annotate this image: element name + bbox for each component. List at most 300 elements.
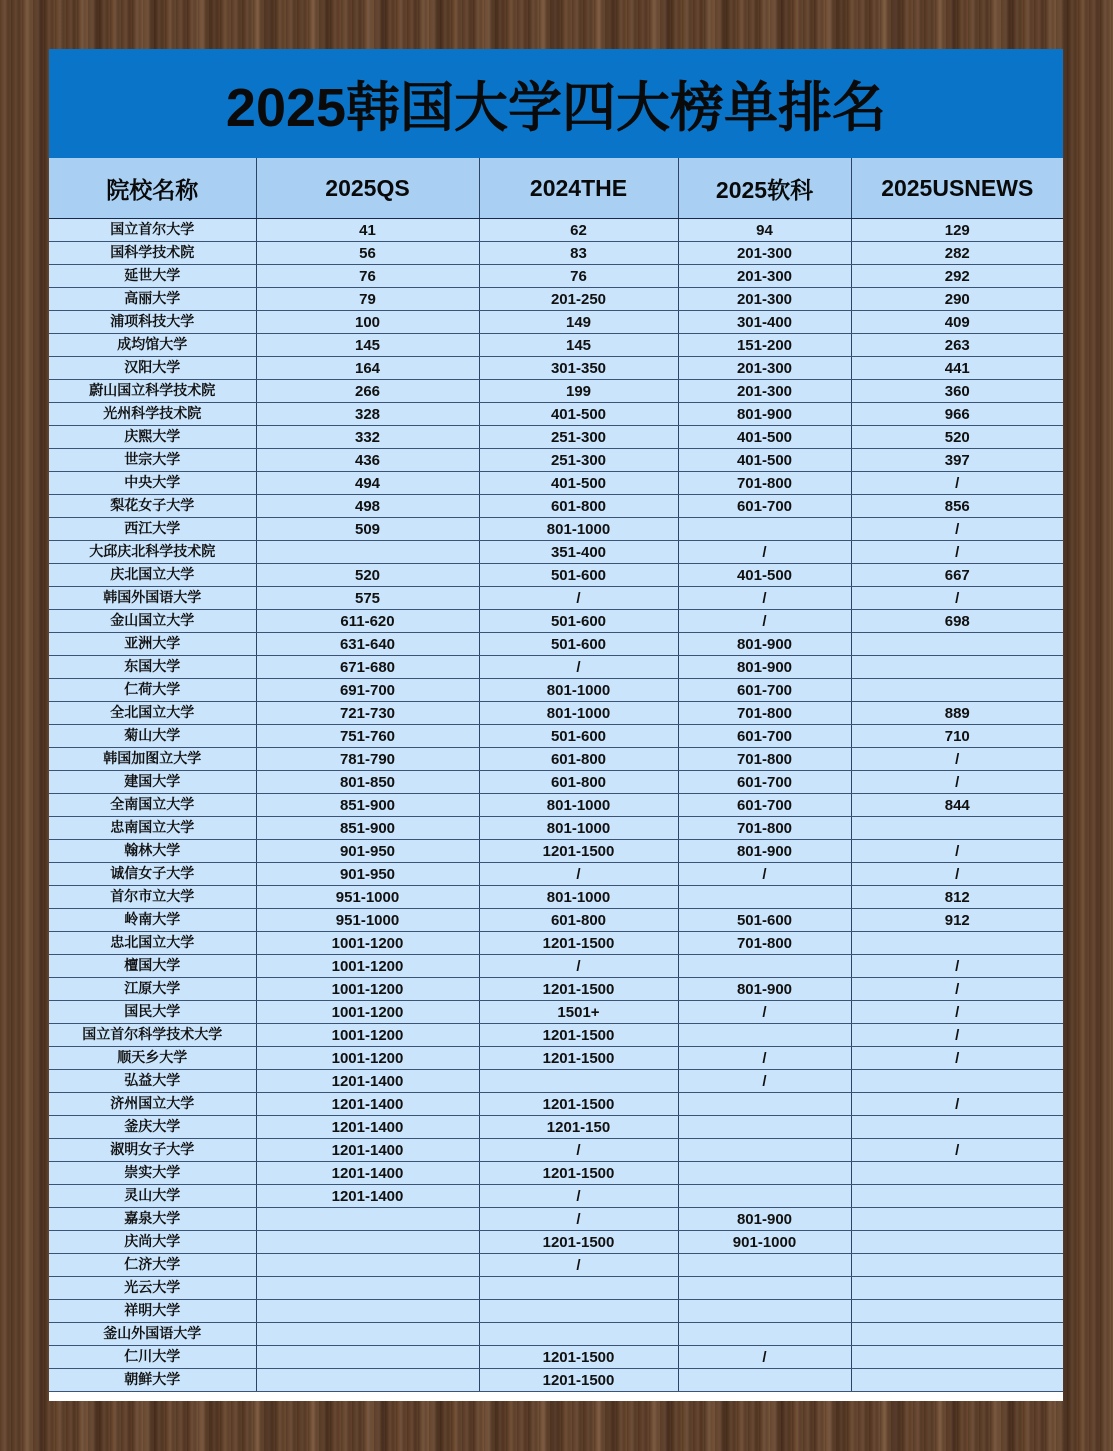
table-row (49, 1254, 1063, 1277)
table-row (49, 1116, 1063, 1139)
cell-the: 1201-1500 (479, 932, 678, 955)
cell-school-name: 忠南国立大学 (49, 817, 256, 840)
cell-the: 1201-1500 (479, 1024, 678, 1047)
cell-usnews (851, 633, 1063, 656)
table-row (49, 1093, 1063, 1116)
cell-qs: 41 (256, 219, 479, 242)
table-row (49, 564, 1063, 587)
cell-usnews (851, 932, 1063, 955)
cell-arwu (678, 1300, 851, 1323)
table-row (49, 840, 1063, 863)
cell-usnews: 912 (851, 909, 1063, 932)
cell-the: 801-1000 (479, 518, 678, 541)
cell-arwu: 201-300 (678, 357, 851, 380)
cell-arwu: / (678, 1346, 851, 1369)
cell-arwu: / (678, 863, 851, 886)
cell-usnews: / (851, 1001, 1063, 1024)
cell-qs: 76 (256, 265, 479, 288)
cell-qs (256, 1300, 479, 1323)
cell-the: 149 (479, 311, 678, 334)
cell-usnews (851, 1116, 1063, 1139)
table-row (49, 449, 1063, 472)
cell-school-name: 国立首尔科学技术大学 (49, 1024, 256, 1047)
cell-school-name: 国科学技术院 (49, 242, 256, 265)
cell-school-name: 釜庆大学 (49, 1116, 256, 1139)
cell-qs (256, 541, 479, 564)
cell-usnews: / (851, 1047, 1063, 1070)
cell-school-name: 高丽大学 (49, 288, 256, 311)
cell-usnews (851, 1300, 1063, 1323)
table-row (49, 495, 1063, 518)
cell-qs: 1201-1400 (256, 1070, 479, 1093)
cell-school-name: 亚洲大学 (49, 633, 256, 656)
cell-school-name: 庆熙大学 (49, 426, 256, 449)
cell-the: / (479, 863, 678, 886)
cell-school-name: 嘉泉大学 (49, 1208, 256, 1231)
table-row (49, 610, 1063, 633)
cell-school-name: 庆北国立大学 (49, 564, 256, 587)
header-school-name: 院校名称 (49, 158, 256, 219)
cell-school-name: 济州国立大学 (49, 1093, 256, 1116)
cell-the: 501-600 (479, 610, 678, 633)
cell-qs: 1001-1200 (256, 978, 479, 1001)
cell-the: 601-800 (479, 771, 678, 794)
cell-arwu: 601-700 (678, 771, 851, 794)
cell-the: 801-1000 (479, 886, 678, 909)
table-row (49, 541, 1063, 564)
table-row (49, 472, 1063, 495)
cell-school-name: 世宗大学 (49, 449, 256, 472)
table-row (49, 288, 1063, 311)
cell-qs: 332 (256, 426, 479, 449)
cell-usnews: 360 (851, 380, 1063, 403)
cell-usnews: / (851, 748, 1063, 771)
cell-school-name: 光州科学技术院 (49, 403, 256, 426)
cell-the (479, 1070, 678, 1093)
cell-usnews: / (851, 955, 1063, 978)
cell-usnews (851, 1369, 1063, 1392)
cell-arwu: / (678, 587, 851, 610)
cell-usnews (851, 1277, 1063, 1300)
cell-school-name: 国民大学 (49, 1001, 256, 1024)
table-row (49, 219, 1063, 242)
cell-usnews: 397 (851, 449, 1063, 472)
cell-usnews: / (851, 1139, 1063, 1162)
cell-qs: 951-1000 (256, 886, 479, 909)
cell-arwu: 401-500 (678, 426, 851, 449)
cell-school-name: 庆尚大学 (49, 1231, 256, 1254)
cell-school-name: 顺天乡大学 (49, 1047, 256, 1070)
cell-the: / (479, 1139, 678, 1162)
cell-the: 501-600 (479, 633, 678, 656)
cell-the: 801-1000 (479, 794, 678, 817)
cell-school-name: 祥明大学 (49, 1300, 256, 1323)
cell-school-name: 韩国加图立大学 (49, 748, 256, 771)
cell-qs: 328 (256, 403, 479, 426)
cell-usnews: 290 (851, 288, 1063, 311)
cell-usnews: / (851, 1024, 1063, 1047)
header-the-2024: 2024THE (479, 158, 678, 219)
cell-arwu: 501-600 (678, 909, 851, 932)
cell-qs (256, 1277, 479, 1300)
cell-usnews (851, 1185, 1063, 1208)
cell-arwu: 94 (678, 219, 851, 242)
cell-the: 199 (479, 380, 678, 403)
cell-school-name: 灵山大学 (49, 1185, 256, 1208)
table-row (49, 932, 1063, 955)
cell-qs: 79 (256, 288, 479, 311)
cell-usnews: 966 (851, 403, 1063, 426)
header-row (49, 158, 1063, 219)
table-row (49, 771, 1063, 794)
table-row (49, 748, 1063, 771)
cell-qs: 1001-1200 (256, 1024, 479, 1047)
cell-qs: 851-900 (256, 817, 479, 840)
ranking-table (49, 158, 1063, 1392)
cell-qs: 145 (256, 334, 479, 357)
cell-usnews (851, 679, 1063, 702)
cell-usnews: / (851, 771, 1063, 794)
cell-school-name: 金山国立大学 (49, 610, 256, 633)
table-row (49, 265, 1063, 288)
table-row (49, 863, 1063, 886)
cell-qs: 436 (256, 449, 479, 472)
cell-usnews: / (851, 1093, 1063, 1116)
cell-qs: 1201-1400 (256, 1093, 479, 1116)
cell-qs: 721-730 (256, 702, 479, 725)
cell-qs: 801-850 (256, 771, 479, 794)
table-row (49, 242, 1063, 265)
cell-the: 351-400 (479, 541, 678, 564)
cell-arwu: 401-500 (678, 564, 851, 587)
cell-usnews: / (851, 863, 1063, 886)
cell-qs (256, 1369, 479, 1392)
table-row (49, 357, 1063, 380)
cell-arwu: 601-700 (678, 725, 851, 748)
cell-school-name: 建国大学 (49, 771, 256, 794)
cell-usnews (851, 817, 1063, 840)
cell-school-name: 江原大学 (49, 978, 256, 1001)
cell-usnews: / (851, 472, 1063, 495)
cell-arwu: 601-700 (678, 794, 851, 817)
cell-qs: 494 (256, 472, 479, 495)
cell-arwu: / (678, 610, 851, 633)
cell-the: 601-800 (479, 748, 678, 771)
table-row (49, 1231, 1063, 1254)
page-title: 2025韩国大学四大榜单排名 (225, 78, 887, 138)
table-row (49, 725, 1063, 748)
table-row (49, 978, 1063, 1001)
cell-the: 501-600 (479, 564, 678, 587)
cell-usnews (851, 1162, 1063, 1185)
cell-school-name: 岭南大学 (49, 909, 256, 932)
cell-qs: 751-760 (256, 725, 479, 748)
cell-school-name: 光云大学 (49, 1277, 256, 1300)
cell-arwu: 801-900 (678, 656, 851, 679)
cell-the (479, 1277, 678, 1300)
cell-the: 76 (479, 265, 678, 288)
table-row (49, 518, 1063, 541)
cell-usnews (851, 1254, 1063, 1277)
cell-usnews (851, 1346, 1063, 1369)
table-row (49, 334, 1063, 357)
cell-the: 501-600 (479, 725, 678, 748)
cell-arwu: 151-200 (678, 334, 851, 357)
cell-the: 601-800 (479, 495, 678, 518)
cell-school-name: 梨花女子大学 (49, 495, 256, 518)
cell-arwu (678, 1162, 851, 1185)
cell-usnews: 889 (851, 702, 1063, 725)
cell-qs: 1001-1200 (256, 932, 479, 955)
table-row (49, 794, 1063, 817)
cell-the: 1201-1500 (479, 978, 678, 1001)
cell-arwu (678, 1139, 851, 1162)
cell-school-name: 东国大学 (49, 656, 256, 679)
table-row (49, 679, 1063, 702)
header-qs-2025: 2025QS (256, 158, 479, 219)
cell-qs: 901-950 (256, 863, 479, 886)
cell-usnews: / (851, 518, 1063, 541)
cell-qs: 1201-1400 (256, 1139, 479, 1162)
table-row (49, 1323, 1063, 1346)
cell-qs: 781-790 (256, 748, 479, 771)
cell-qs: 1001-1200 (256, 1047, 479, 1070)
table-row (49, 1277, 1063, 1300)
cell-usnews: 667 (851, 564, 1063, 587)
cell-arwu: 801-900 (678, 978, 851, 1001)
cell-qs: 100 (256, 311, 479, 334)
cell-qs (256, 1208, 479, 1231)
cell-usnews: 710 (851, 725, 1063, 748)
cell-school-name: 崇实大学 (49, 1162, 256, 1185)
cell-the: 1201-1500 (479, 1369, 678, 1392)
table-row (49, 1369, 1063, 1392)
cell-qs (256, 1231, 479, 1254)
cell-the: 401-500 (479, 472, 678, 495)
cell-school-name: 浦项科技大学 (49, 311, 256, 334)
cell-school-name: 仁济大学 (49, 1254, 256, 1277)
cell-the: 1501+ (479, 1001, 678, 1024)
cell-qs: 1201-1400 (256, 1162, 479, 1185)
cell-arwu: / (678, 1047, 851, 1070)
cell-arwu: 301-400 (678, 311, 851, 334)
cell-school-name: 汉阳大学 (49, 357, 256, 380)
cell-arwu: 701-800 (678, 817, 851, 840)
cell-school-name: 朝鲜大学 (49, 1369, 256, 1392)
cell-the: / (479, 955, 678, 978)
ranking-sheet (49, 49, 1063, 1401)
cell-arwu: 201-300 (678, 288, 851, 311)
table-row (49, 1047, 1063, 1070)
cell-arwu: 601-700 (678, 679, 851, 702)
cell-usnews: / (851, 840, 1063, 863)
table-row (49, 1070, 1063, 1093)
cell-qs: 498 (256, 495, 479, 518)
table-row (49, 1208, 1063, 1231)
cell-school-name: 弘益大学 (49, 1070, 256, 1093)
cell-qs: 951-1000 (256, 909, 479, 932)
table-row (49, 1001, 1063, 1024)
cell-arwu: 801-900 (678, 1208, 851, 1231)
header-arwu-2025: 2025软科 (678, 158, 851, 219)
cell-the: 1201-1500 (479, 1162, 678, 1185)
cell-qs: 631-640 (256, 633, 479, 656)
cell-the: 801-1000 (479, 817, 678, 840)
table-row (49, 886, 1063, 909)
cell-the: / (479, 1208, 678, 1231)
header-usnews-2025: 2025USNEWS (851, 158, 1063, 219)
cell-arwu: 701-800 (678, 702, 851, 725)
cell-school-name: 釜山外国语大学 (49, 1323, 256, 1346)
cell-usnews: 856 (851, 495, 1063, 518)
cell-school-name: 檀国大学 (49, 955, 256, 978)
table-row (49, 633, 1063, 656)
table-row (49, 403, 1063, 426)
cell-school-name: 仁荷大学 (49, 679, 256, 702)
table-body (49, 219, 1063, 1392)
cell-usnews: 844 (851, 794, 1063, 817)
cell-arwu (678, 1254, 851, 1277)
table-row (49, 426, 1063, 449)
cell-school-name: 首尔市立大学 (49, 886, 256, 909)
cell-usnews: 282 (851, 242, 1063, 265)
cell-the: 201-250 (479, 288, 678, 311)
cell-the: 1201-1500 (479, 1231, 678, 1254)
cell-arwu (678, 1185, 851, 1208)
cell-the: / (479, 1185, 678, 1208)
cell-usnews: / (851, 541, 1063, 564)
table-row (49, 1185, 1063, 1208)
cell-arwu: / (678, 1001, 851, 1024)
cell-usnews: 409 (851, 311, 1063, 334)
cell-school-name: 忠北国立大学 (49, 932, 256, 955)
cell-usnews: / (851, 978, 1063, 1001)
cell-the: 801-1000 (479, 679, 678, 702)
cell-the: 1201-1500 (479, 1346, 678, 1369)
cell-the (479, 1323, 678, 1346)
table-row (49, 1024, 1063, 1047)
cell-school-name: 诚信女子大学 (49, 863, 256, 886)
cell-usnews (851, 1323, 1063, 1346)
cell-arwu: 601-700 (678, 495, 851, 518)
cell-arwu: 401-500 (678, 449, 851, 472)
cell-the: / (479, 656, 678, 679)
cell-arwu: 201-300 (678, 265, 851, 288)
cell-qs: 691-700 (256, 679, 479, 702)
cell-usnews: 812 (851, 886, 1063, 909)
table-row (49, 1139, 1063, 1162)
cell-usnews: 129 (851, 219, 1063, 242)
cell-school-name: 大邱庆北科学技术院 (49, 541, 256, 564)
cell-arwu: 701-800 (678, 472, 851, 495)
cell-arwu (678, 1093, 851, 1116)
cell-school-name: 延世大学 (49, 265, 256, 288)
cell-arwu: 201-300 (678, 242, 851, 265)
cell-arwu: 701-800 (678, 748, 851, 771)
cell-school-name: 西江大学 (49, 518, 256, 541)
cell-usnews (851, 656, 1063, 679)
cell-the: 1201-150 (479, 1116, 678, 1139)
cell-usnews (851, 1070, 1063, 1093)
cell-usnews: / (851, 587, 1063, 610)
cell-arwu (678, 518, 851, 541)
table-row (49, 380, 1063, 403)
table-row (49, 311, 1063, 334)
cell-arwu (678, 955, 851, 978)
cell-usnews: 441 (851, 357, 1063, 380)
cell-arwu: 801-900 (678, 840, 851, 863)
cell-usnews (851, 1208, 1063, 1231)
cell-arwu: 901-1000 (678, 1231, 851, 1254)
cell-school-name: 淑明女子大学 (49, 1139, 256, 1162)
cell-arwu (678, 1277, 851, 1300)
cell-qs: 611-620 (256, 610, 479, 633)
cell-arwu: / (678, 1070, 851, 1093)
cell-qs: 1201-1400 (256, 1185, 479, 1208)
cell-arwu (678, 1323, 851, 1346)
table-row (49, 656, 1063, 679)
cell-qs: 575 (256, 587, 479, 610)
cell-qs: 1001-1200 (256, 955, 479, 978)
cell-the: 62 (479, 219, 678, 242)
cell-the: 83 (479, 242, 678, 265)
cell-qs: 851-900 (256, 794, 479, 817)
table-row (49, 817, 1063, 840)
cell-the: 401-500 (479, 403, 678, 426)
cell-qs: 901-950 (256, 840, 479, 863)
cell-usnews: 263 (851, 334, 1063, 357)
cell-arwu (678, 1116, 851, 1139)
cell-qs (256, 1346, 479, 1369)
cell-arwu (678, 1024, 851, 1047)
cell-qs: 671-680 (256, 656, 479, 679)
cell-school-name: 全北国立大学 (49, 702, 256, 725)
cell-usnews (851, 1231, 1063, 1254)
cell-qs: 56 (256, 242, 479, 265)
cell-the (479, 1300, 678, 1323)
cell-the: 1201-1500 (479, 1093, 678, 1116)
table-row (49, 702, 1063, 725)
cell-school-name: 全南国立大学 (49, 794, 256, 817)
cell-qs: 509 (256, 518, 479, 541)
cell-school-name: 仁川大学 (49, 1346, 256, 1369)
cell-arwu: 801-900 (678, 633, 851, 656)
cell-arwu: / (678, 541, 851, 564)
cell-the: 801-1000 (479, 702, 678, 725)
cell-the: 301-350 (479, 357, 678, 380)
cell-arwu (678, 1369, 851, 1392)
title-bar (49, 49, 1063, 160)
cell-school-name: 国立首尔大学 (49, 219, 256, 242)
cell-arwu: 801-900 (678, 403, 851, 426)
cell-qs: 520 (256, 564, 479, 587)
cell-the: / (479, 587, 678, 610)
cell-qs (256, 1323, 479, 1346)
cell-school-name: 菊山大学 (49, 725, 256, 748)
cell-usnews: 520 (851, 426, 1063, 449)
cell-the: 145 (479, 334, 678, 357)
cell-school-name: 中央大学 (49, 472, 256, 495)
table-row (49, 1300, 1063, 1323)
cell-the: 601-800 (479, 909, 678, 932)
cell-qs (256, 1254, 479, 1277)
cell-the: 251-300 (479, 426, 678, 449)
cell-the: 1201-1500 (479, 1047, 678, 1070)
table-row (49, 587, 1063, 610)
cell-arwu: 201-300 (678, 380, 851, 403)
cell-qs: 266 (256, 380, 479, 403)
cell-school-name: 韩国外国语大学 (49, 587, 256, 610)
